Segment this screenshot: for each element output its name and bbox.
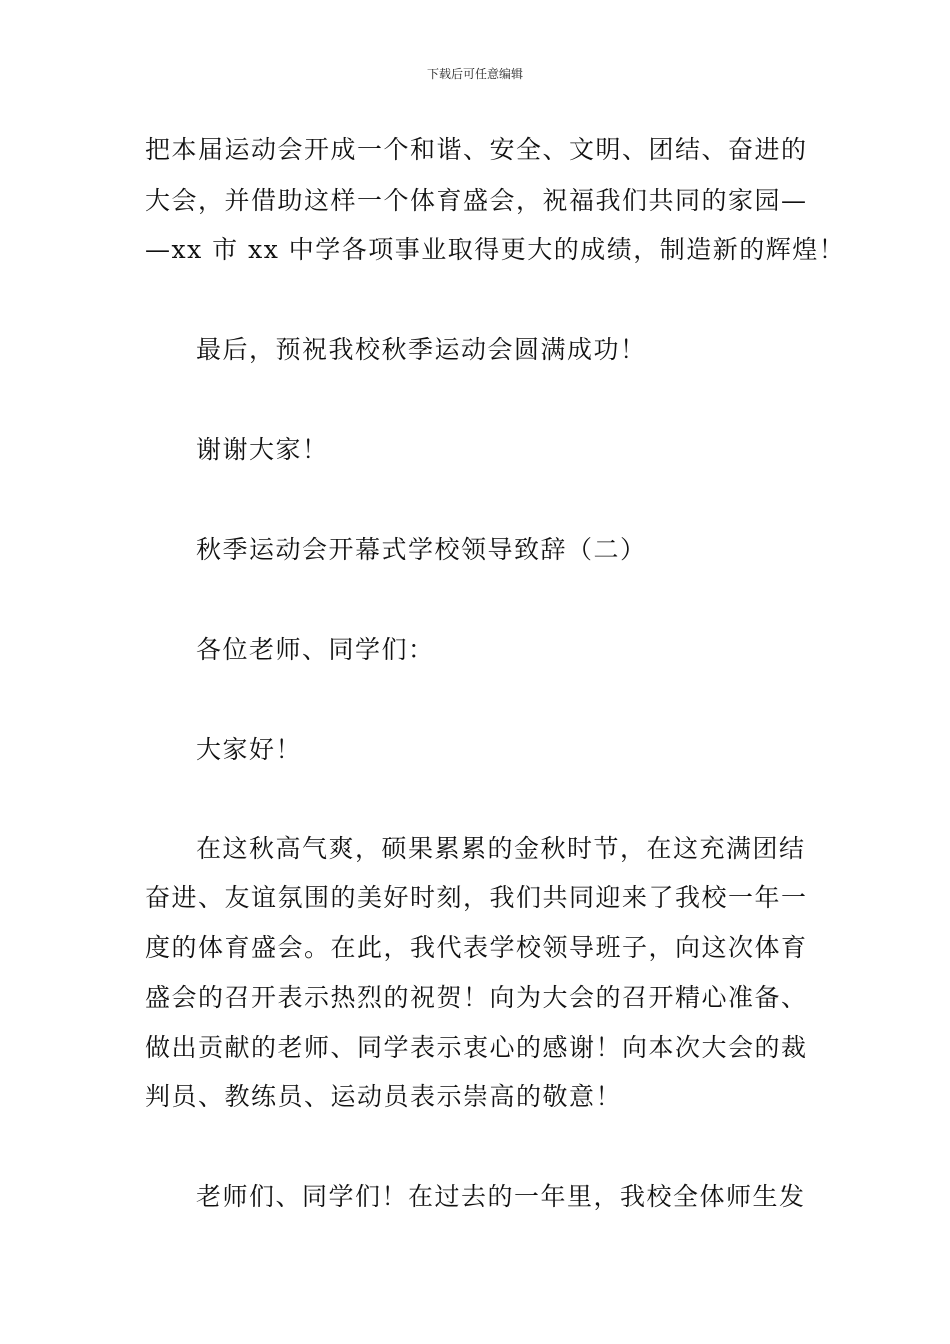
text-line: 把本届运动会开成一个和谐、安全、文明、团结、奋进的: [145, 135, 808, 164]
text-line: 最后，预祝我校秋季运动会圆满成功！: [196, 335, 647, 364]
section-title: 秋季运动会开幕式学校领导致辞（二）: [196, 535, 647, 564]
text-line: 盛会的召开表示热烈的祝贺！向为大会的召开精心准备、: [145, 983, 808, 1012]
text-line: 判员、教练员、运动员表示崇高的敬意！: [145, 1082, 623, 1111]
text-line: 谢谢大家！: [196, 435, 329, 464]
page-header-note: 下载后可任意编辑: [426, 67, 523, 81]
text-line: 做出贡献的老师、同学表示衷心的感谢！向本次大会的裁: [145, 1033, 808, 1062]
text-line: 度的体育盛会。在此，我代表学校领导班子，向这次体育: [145, 933, 808, 962]
greeting: 大家好！: [196, 735, 303, 764]
text-line: 老师们、同学们！在过去的一年里，我校全体师生发: [196, 1182, 806, 1211]
salutation: 各位老师、同学们：: [196, 635, 435, 664]
text-line: 大会，并借助这样一个体育盛会，祝福我们共同的家园—: [145, 186, 808, 215]
text-line: 奋进、友谊氛围的美好时刻，我们共同迎来了我校一年一: [145, 883, 808, 912]
text-line: 在这秋高气爽，硕果累累的金秋时节，在这充满团结: [196, 834, 806, 863]
text-line: —xx 市 xx 中学各项事业取得更大的成绩，制造新的辉煌！: [145, 235, 846, 264]
